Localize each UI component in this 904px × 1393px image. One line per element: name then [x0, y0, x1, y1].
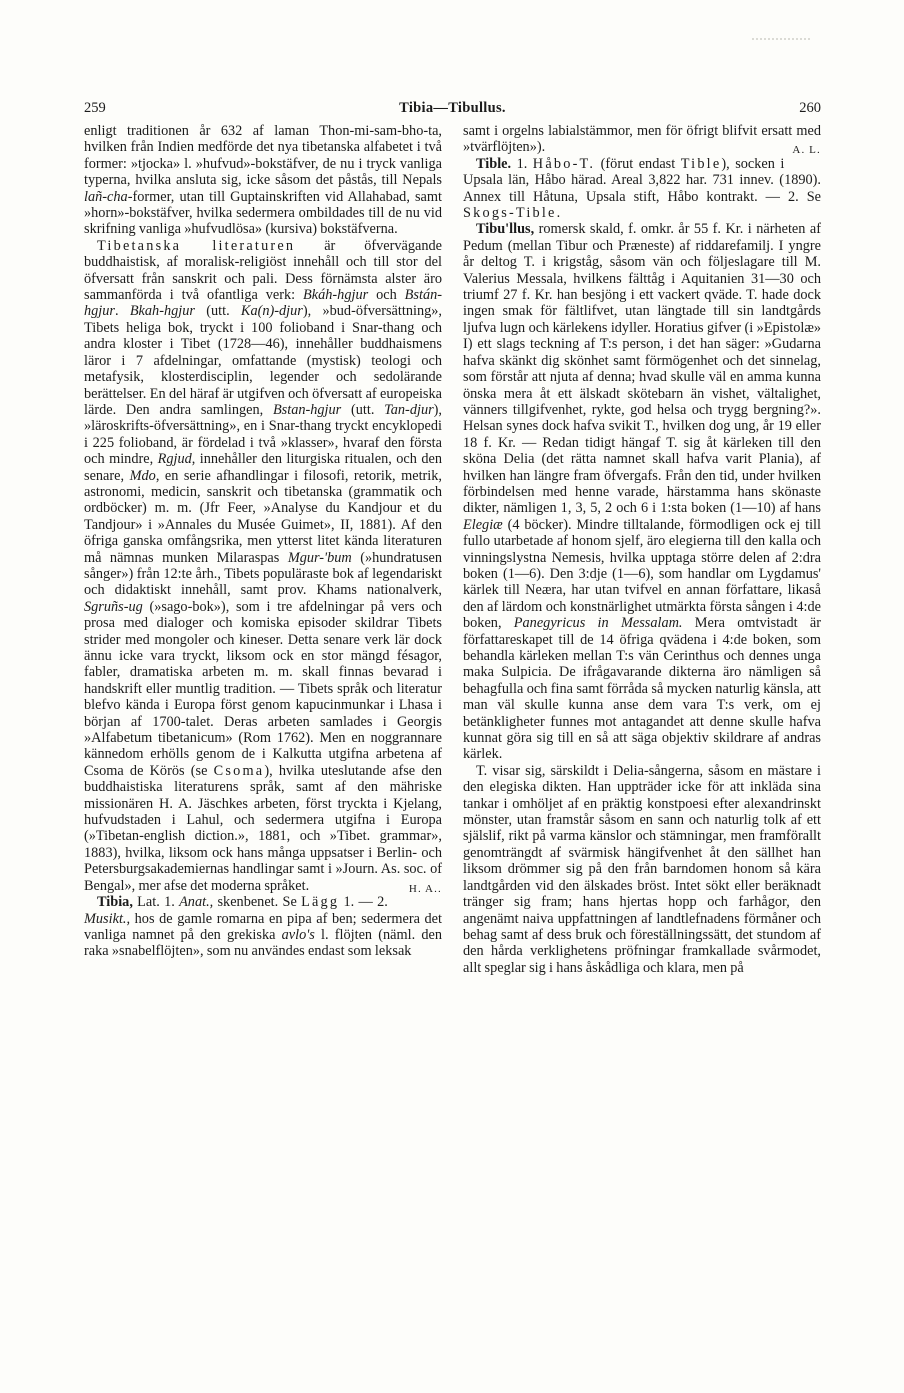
text-segment: Ka(n)-djur — [240, 303, 303, 320]
text-segment: Mdo — [129, 467, 156, 484]
text-segment: Tible — [680, 155, 722, 172]
left-column — [84, 123, 442, 976]
right-column — [463, 123, 821, 976]
page-number-right: 260 — [799, 100, 821, 116]
text-segment: Bkah-hgjur — [129, 303, 195, 320]
paragraph: Tible. 1. Håbo-T. (förut endast Tible), socken i Upsala län, Håbo härad. Areal 3,822 har. 731 innev. (1890). Annex till Håtuna, Upsala stift, Håbo kontrakt. — 2. Se Skogs-Tible. — [463, 155, 821, 222]
text-segment: Mgur-'bum — [287, 549, 352, 566]
text-segment: Tan-djur — [384, 401, 434, 418]
page-header — [84, 99, 821, 117]
scan-artifact — [752, 38, 810, 40]
paragraph: samt i orgelns labialstämmor, men för öfrigt blifvit ersatt med »tvärflöjten»). A. L. — [463, 123, 821, 156]
paragraph: Tibetanska literaturen är öfvervägande buddhaistisk, af moralisk-religiöst innehåll och till stor del öfversatt från sanskrit och pali. Dess förnämsta alster äro sammanförda i två ofantliga verk: Bkáh-hgjur och Bstán-hgjur. Bkah-hgjur (utt. Ka(n)-djur), »bud-öfversättning», Tibets heliga bok, tryckt i 100 folioband i Snar-thang och andra kloster i Tibet (1728—46), innehåller buddhaismens läror i 7 afdelningar, omfattande (mystisk) teologi och metafysik, klosterdisciplin, legender och sedolärande berättelser. En del häraf är utgifven och öfversatt af europeiska lärde. Den andra samlingen, Bstan-hgjur (utt. Tan-djur), »läroskrifts-öfversättning», en i Snar-thang tryckt encyklopedi i 225 folioband, är fördelad i två »klasser», hvaraf den första och mindre, Rgjud, innehåller den liturgiska ritualen, och den senare, Mdo, en serie afhandlingar i filosofi, retorik, metrik, astronomi, medicin, sanskrit och tibetanska (grammatik och ordböcker) m. m. (Jfr Feer, »Analyse du Kandjour et du Tandjour» i »Annales du Musée Guimet», II, 1881). Af den öfriga ganska omfångsrika, men ytterst litet kända literaturen må nämnas munken Milaraspas Mgur-'bum (»hundratusen sånger») från 12:te årh., Tibets populäraste bok af legendariskt och didaktiskt innehåll, samt prov. Khams nationalverk, Sgruñs-ug (»sago-bok»), som i tre afdelningar på vers och prosa med dialoger och komiska episoder skildrar Tibets strider med mongoler och kineser. Detta senare verk lär dock ännu icke vara tryckt, liksom ock en stor mängd fésagor, fabler, dramatiska arbeten m. m. skall finnas bevarad i handskrift eller muntlig tradition. — Tibets språk och literatur blefvo kända i Europa först genom kapucinmunkar i Lhasa i början af 1700-talet. Deras arbeten samlades i Georgis »Alfabetum tibetanicum» (Rom 1762). Men en noggrannare kännedom erhölls genom de i Kalkutta utgifna arbetena af Csoma de Körös (se Csoma), hvilka uteslutande afse den buddhaistiska literaturens språk, samt af den mähriske missionären H. A. Jäschkes arbeten, först tryckta i Kjelang, hufvudstaden i Lahul, och sedermera utgifna i Europa (»Tibetan-english diction.», 1881, och »Tibet. grammar», 1883), hvilka, liksom ock hans många uppsatser i Berlin- och Petersburgsakademiernas handlingar samt i »Journ. As. soc. of Bengal», mer afse det moderna språket. H. A.. — [84, 238, 442, 894]
author-signature: H. A.. — [408, 882, 442, 895]
text-segment: Anat., — [179, 894, 214, 911]
paragraph: T. visar sig, särskildt i Delia-sångerna, såsom en mästare i den elegiska dikten. Han uppträder icke för att inkläda sina tankar i omhöljet af en präktig konstpoesi efter alexandrinskt mönster, utan framstår såsom en sann och naturlig tolk af ett själslif, rikt på varma känslor och stämningar, men framförallt genomträngdt af svärmisk hängifvenhet åt den sällhet han liksom drömmer sig på den från barndomen honom så kära landtgården vid den älskades bröst. Intet sökt eller beräknadt tränger sig fram; hans hjertas hopp och farhågor, den angenämt naiva uppfattningen af landtlefnadens förmåner och behag samt af dess bruk och föreställningssätt, det stundom af den hårda verklighetens pröfningar framkallade svårmodet, allt speglar sig i hans åskådliga och klara, men på — [463, 762, 821, 976]
text-segment: Bkáh-hgjur — [303, 287, 369, 304]
page-title: Tibia—Tibullus. — [399, 100, 506, 116]
text-segment: Tibu'llus, — [476, 221, 535, 238]
text-segment: Bstan-hgjur — [272, 401, 342, 418]
paragraph: Tibu'llus, romersk skald, f. omkr. år 55 f. Kr. i närheten af Pedum (mellan Tibur och Præneste) af riddarefamilj. I yngre år deltog T. i krigståg, såsom vän och följeslagare till M. Valerius Messala, hvilkens fälttåg i Aquitanien 31—30 och triumf 27 f. Kr. han besjöng i ett vackert qväde. T. hade dock ingen smak för fältlifvet, utan längtade till sin landtgårds ljufva lugn och kärlekens idyller. Horatius gifver (i »Epistolæ» I) ett slags teckning af T:s person, i det han säger: »Gudarna hafva skänkt dig skönhet samt förmögenhet och det sinnelag, som förstår att njuta af denna; hvad skulle väl en amma kunna önska mera åt ett älskadt skötebarn än vishet, vältalighet, vänners tillgifvenhet, rykte, god helsa och trygg bergning?». Helsan synes dock hafva svikit T., hvilken dog ung, år 19 eller 18 f. Kr. — Redan tidigt hängaf T. sig åt kärleken till den sköna Delia (det rätta namnet skall hafva varit Plania), af hvilken han längre fram öfvergafs. Från den tid, under hvilken förbindelsen med henne varade, härstamma hans skönaste dikter, nämligen 1, 3, 5, 2 och 6 i 1:sta boken (1—10) af hans Elegiæ (4 böcker). Mindre tilltalande, förmodligen ock ej till fullo utarbetade af honom sjelf, äro elegierna till den kalla och vinningslystna Nemesis, hvilka upptaga större delen af 2:dra boken (1—6). Den 3:dje (1—6), som handlar om Lygdamus' kärlek till Neæra, har utan tvifvel en annan författare, likaså den af lärdom och konstnärlighet utmärkta första sången i 4:de boken, Panegyricus in Messalam. Mera omtvistadt är författareskapet till de 14 öfriga qvädena i 4:de boken, som behandla kärleken mellan T:s vän Cerinthus och dennes unga maka Sulpicia. De ifrågavarande dikterna äro nämligen så behagfulla och fina samt förråda så mycken naturlig känsla, att man väl skulle kunna anse dem vara T:s verk, om ej betänkligheter funnes mot antagandet att denne skulle hafva kunnat göra sig till en så att säga objektiv skildrare af andras kärlek. — [463, 221, 821, 763]
text-segment: Musikt., — [84, 910, 131, 927]
text-segment: Tibia, — [97, 894, 133, 911]
text-segment: avlo's — [281, 926, 315, 943]
text-segment: Bstán-hgjur — [84, 287, 442, 320]
text-segment: Rgjud — [157, 451, 192, 468]
text-segment: Skogs-Tible — [463, 205, 557, 222]
text-segment: Håbo-T. — [532, 155, 596, 172]
text-segment: Sgruñs-ug — [84, 598, 143, 615]
paragraph: enligt traditionen år 632 af laman Thon-mi-sam-bho-ta, hvilken från Indien medförde det nya tibetanska alfabetet i två former: »tjocka» l. »hufvud»-bokstäfver, de nu i tryck vanliga typerna, hvilka ansluta sig, icke såsom det påstås, till Nepals lañ-cha-former, utan till Guptainskriften vid Allahabad, samt »horn»-bokstäfver, hvilka sedermera ombildades till de nu vid skrifning vanliga »hufvudlösa» (kursiva) bokstäfverna. — [84, 123, 442, 238]
paragraph: Tibia, Lat. 1. Anat., skenbenet. Se Lägg 1. — 2. Musikt., hos de gamle romarna en pipa af ben; sedermera det vanliga namnet på den grekiska avlo's l. flöjten (näml. den raka »snabelflöjten», som nu användes endast som leksak — [84, 894, 442, 960]
text-segment: lañ-cha — [84, 188, 128, 205]
text-segment: Elegiæ — [463, 516, 503, 533]
text-segment: Tible. — [476, 155, 512, 172]
text-segment: Tibetanska literaturen — [97, 237, 296, 254]
text-segment: Panegyricus in Messalam. — [513, 615, 683, 632]
page-number-left: 259 — [84, 100, 106, 116]
author-signature: A. L. — [792, 144, 821, 157]
text-segment: Csoma — [213, 762, 265, 779]
text-segment: Lägg — [301, 894, 340, 911]
text-columns — [84, 123, 821, 976]
